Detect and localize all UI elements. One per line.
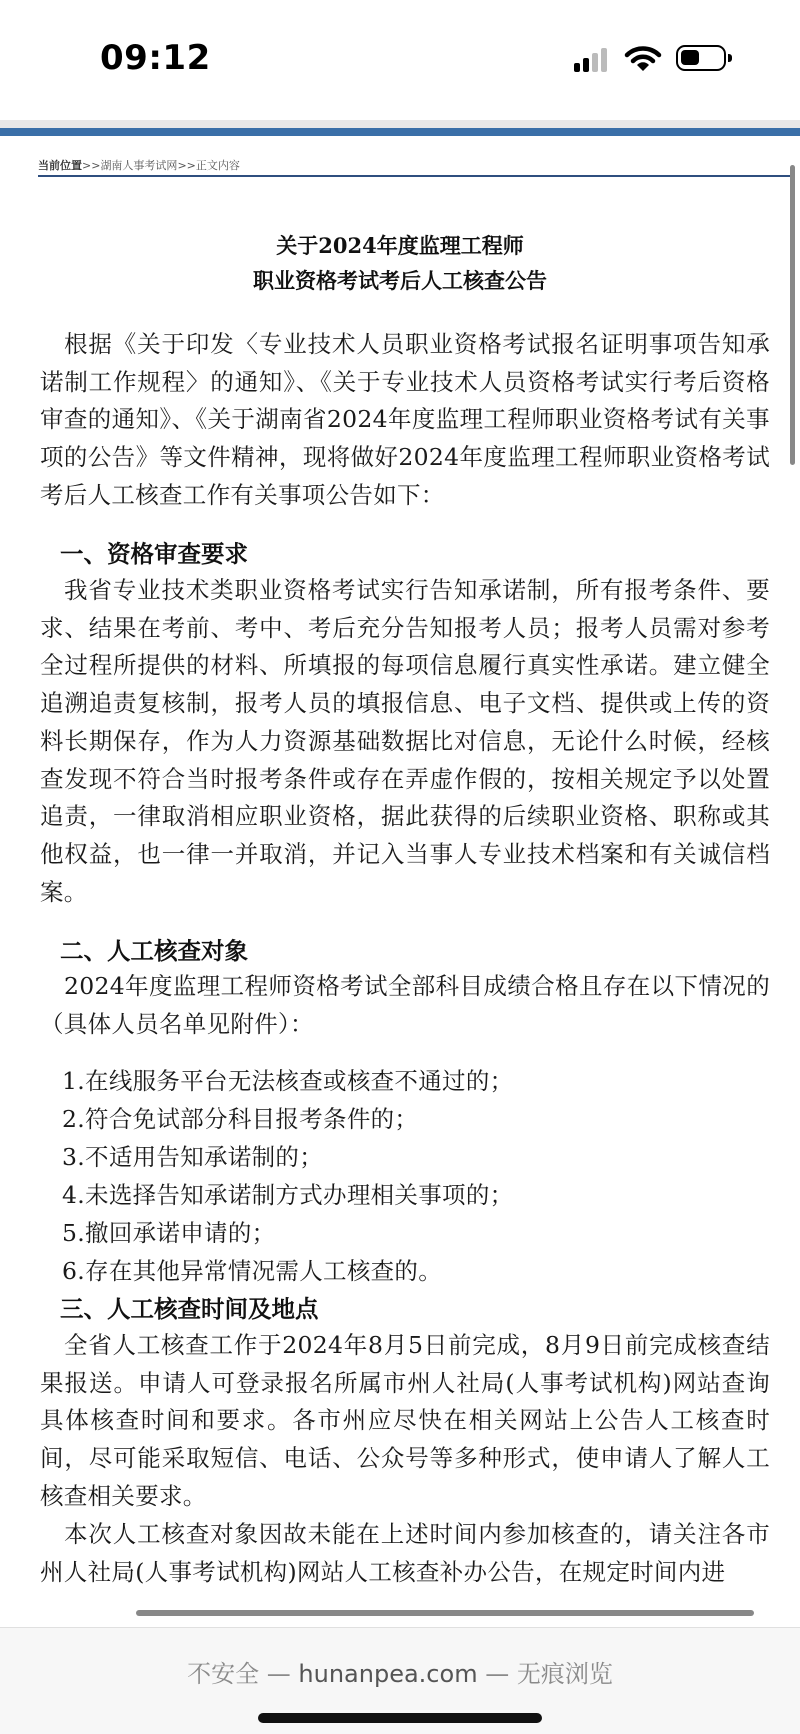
- section-2-paragraph: 2024年度监理工程师资格考试全部科目成绩合格且存在以下情况的（具体人员名单见附件）：: [40, 972, 770, 1038]
- section-1-heading: 一、资格审查要求: [60, 540, 248, 568]
- breadcrumb: [38, 157, 790, 175]
- battery-icon: [676, 45, 726, 71]
- list-item: 1.在线服务平台无法核查或核查不通过的；: [62, 1067, 514, 1095]
- list-item: 4.未选择告知承诺制方式办理相关事项的；: [62, 1181, 514, 1209]
- section-3-heading: 三、人工核查时间及地点: [60, 1295, 319, 1323]
- site-header-bar: [0, 128, 800, 136]
- horizontal-scrollbar[interactable]: [136, 1610, 754, 1616]
- breadcrumb-separator: >>: [82, 159, 101, 172]
- breadcrumb-underline: [38, 175, 790, 177]
- cellular-signal-icon: [574, 46, 614, 72]
- article-title-line-1: 关于2024年度监理工程师: [276, 233, 524, 258]
- list-item: 5.撤回承诺申请的；: [62, 1219, 276, 1247]
- toolbar-divider: [0, 120, 800, 128]
- intro-paragraph: 根据《关于印发〈专业技术人员职业资格考试报名证明事项告知承诺制工作规程〉的通知》、《关于专业技术人员资格考试实行考后资格审查的通知》、《关于湖南省2024年度监理工程师职业资格考试有关事项的公告》等文件精神，现将做好2024年度监理工程师职业资格考试考后人工核查工作有关事项公告如下：: [40, 330, 770, 509]
- article-title-line-2: 职业资格考试考后人工核查公告: [253, 268, 547, 293]
- section-3-paragraph-1: 全省人工核查工作于2024年8月5日前完成，8月9日前完成核查结果报送。申请人可登录报名所属市州人社局(人事考试机构)网站查询具体核查时间和要求。各市州应尽快在相关网站上公告人工核查时间，尽可能采取短信、电话、公众号等多种形式，使申请人了解人工核查相关要求。: [40, 1331, 770, 1510]
- address-display[interactable]: [0, 1654, 800, 1689]
- breadcrumb-label: 当前位置: [38, 159, 82, 172]
- breadcrumb-link-home[interactable]: 湖南人事考试网: [100, 159, 178, 172]
- section-1-paragraph: 我省专业技术类职业资格考试实行告知承诺制，所有报考条件、要求、结果在考前、考中、考后充分告知报考人员；报考人员需对参考全过程所提供的材料、所填报的每项信息履行真实性承诺。建立健全追溯追责复核制，报考人员的填报信息、电子文档、提供或上传的资料长期保存，作为人力资源基础数据比对信息，无论什么时候，经核查发现不符合当时报考条件或存在弄虚作假的，按相关规定予以处置追责，一律取消相应职业资格，据此获得的后续职业资格、职称或其他权益，也一律一并取消，并记入当事人专业技术档案和有关诚信档案。: [40, 576, 770, 906]
- list-item: 3.不适用告知承诺制的；: [62, 1143, 324, 1171]
- clock: 09:12: [100, 38, 211, 78]
- breadcrumb-separator: >>: [177, 159, 196, 172]
- status-bar: [0, 0, 800, 120]
- url-host: hunanpea.com: [298, 1660, 478, 1688]
- home-indicator[interactable]: [258, 1713, 542, 1723]
- section-2-heading: 二、人工核查对象: [60, 937, 248, 965]
- vertical-scrollbar[interactable]: [790, 165, 795, 465]
- wifi-icon: [624, 44, 662, 74]
- breadcrumb-current: 正文内容: [195, 159, 240, 172]
- security-status: 不安全 —: [187, 1660, 299, 1688]
- section-3-paragraph-2: 本次人工核查对象因故未能在上述时间内参加核查的，请关注各市州人社局(人事考试机构)网站人工核查补办公告，在规定时间内进: [40, 1520, 770, 1586]
- list-item: 6.存在其他异常情况需人工核查的。: [62, 1257, 443, 1285]
- list-item: 2.符合免试部分科目报考条件的；: [62, 1105, 419, 1133]
- browser-address-bar[interactable]: [0, 1627, 800, 1734]
- private-mode-label: — 无痕浏览: [477, 1660, 613, 1688]
